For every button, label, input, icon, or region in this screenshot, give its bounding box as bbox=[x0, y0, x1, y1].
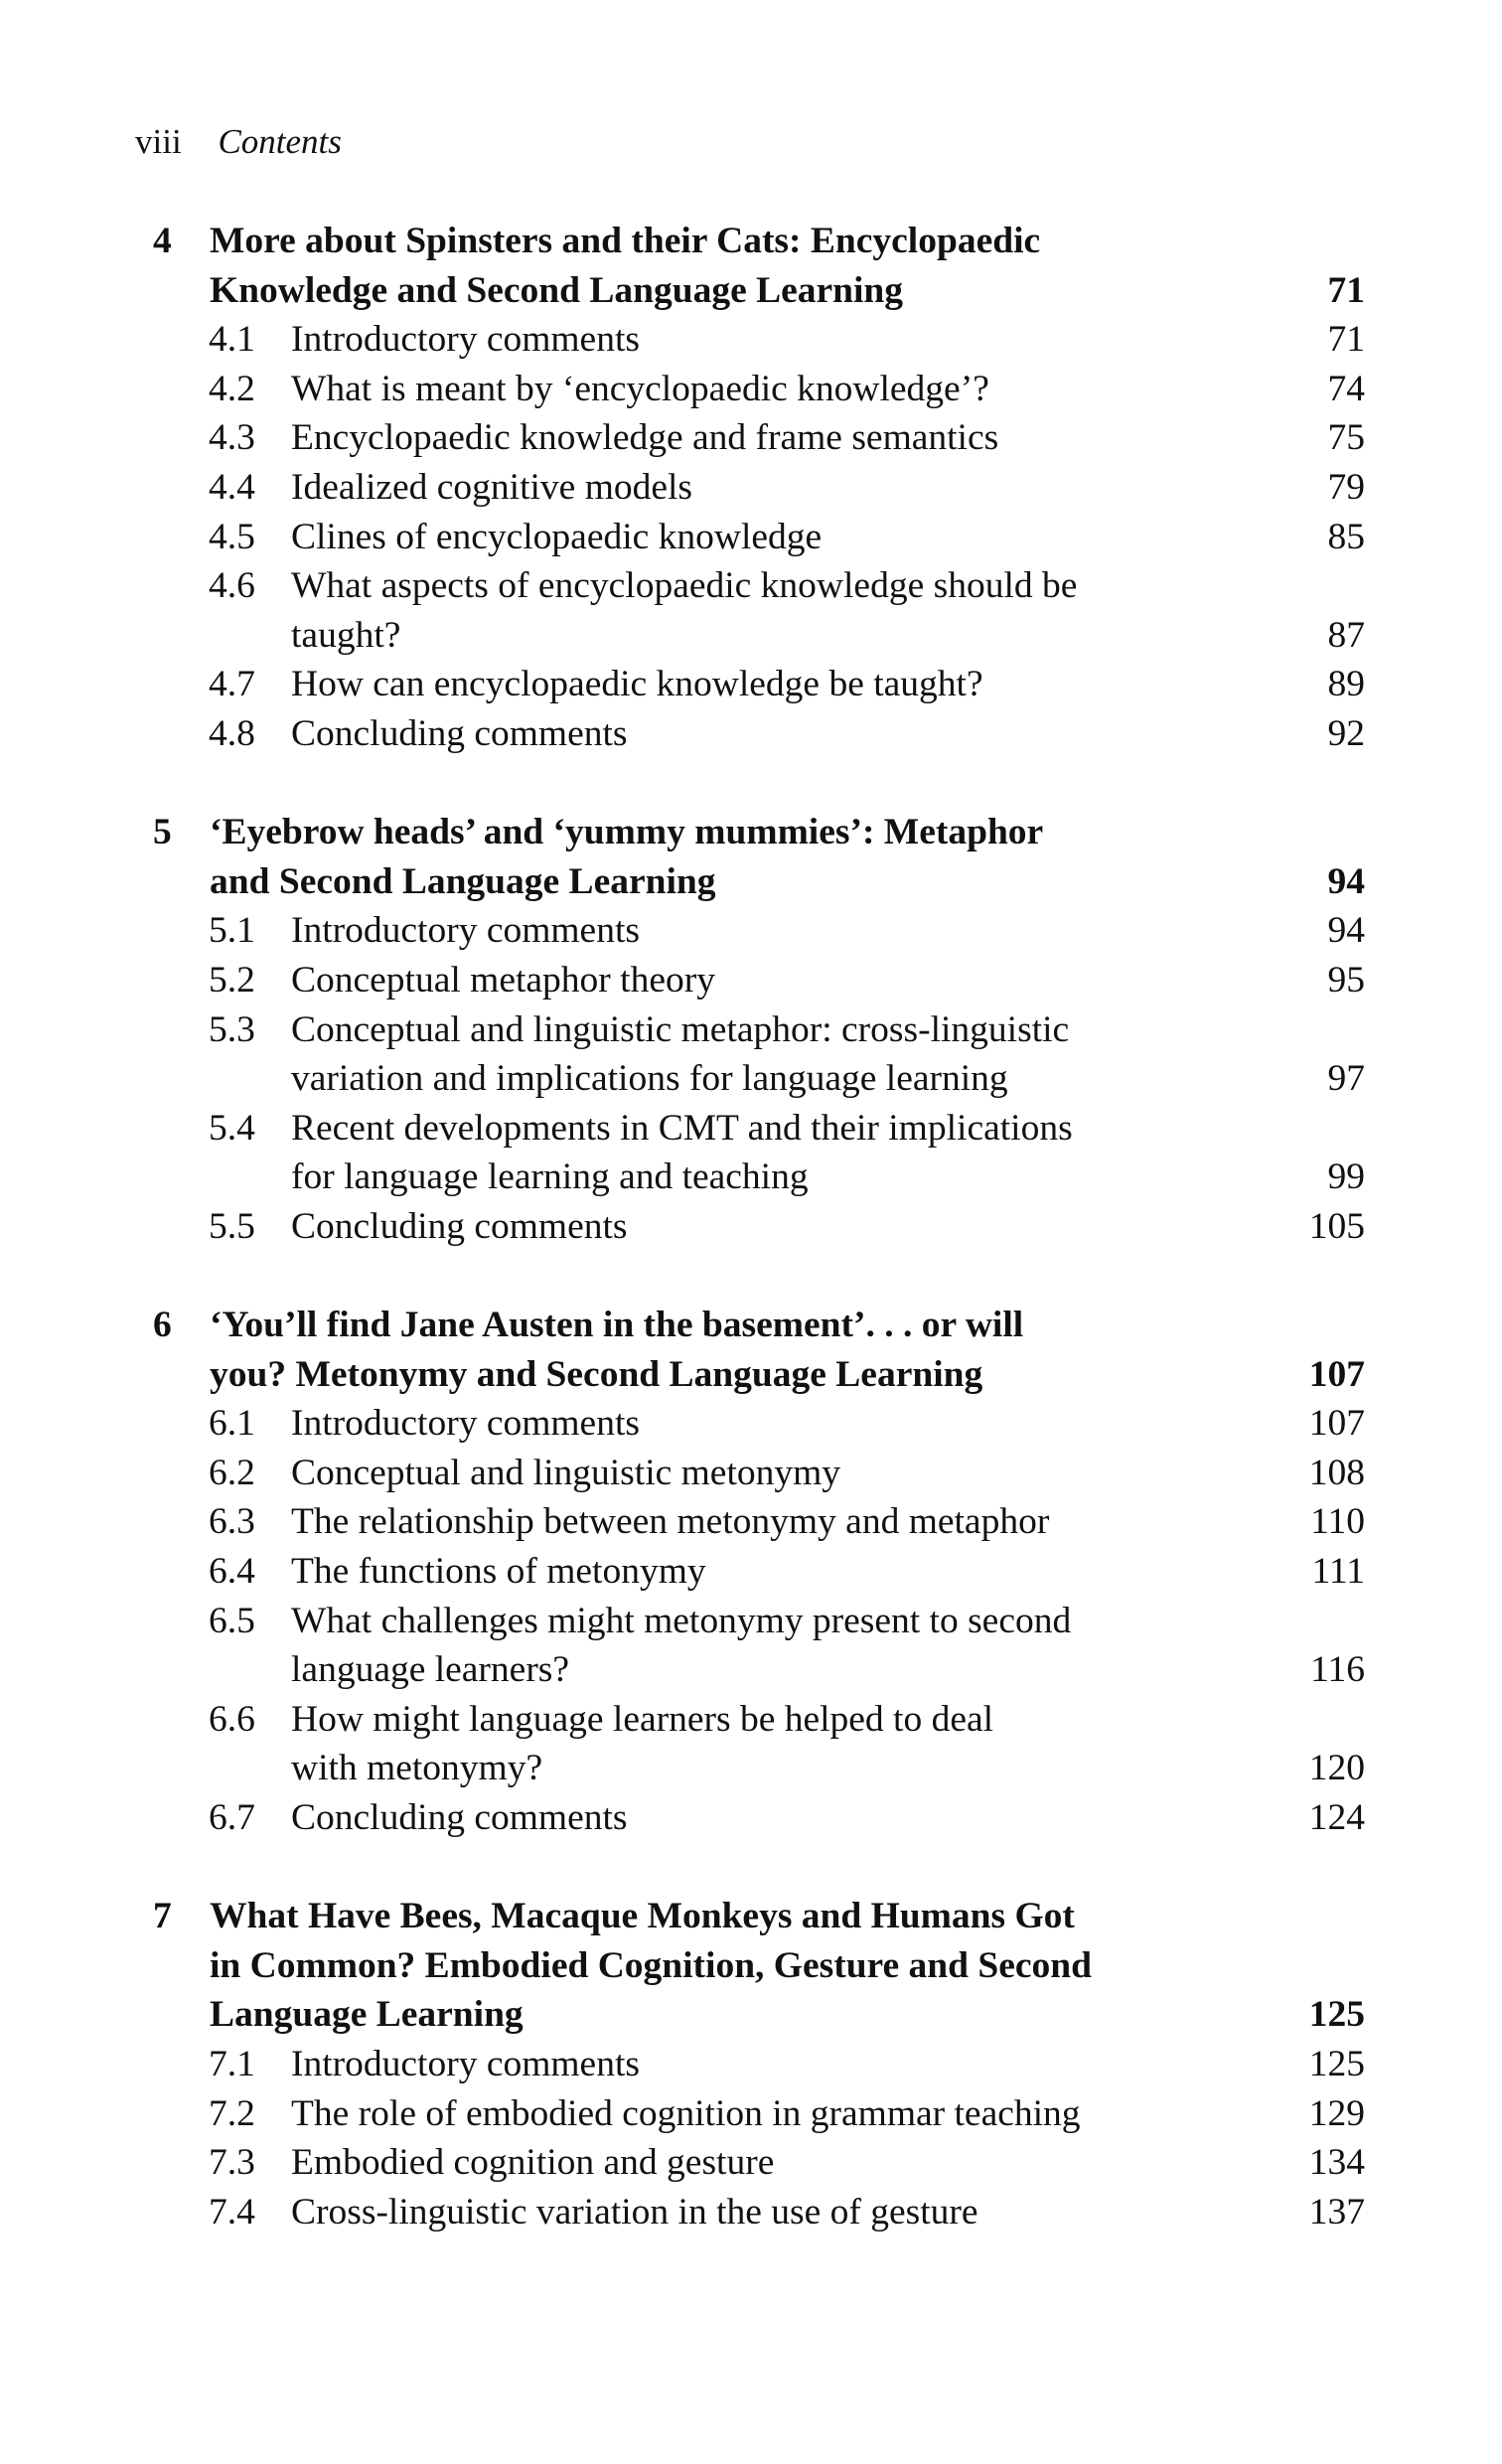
section-page-number: 120 bbox=[1308, 1748, 1365, 1789]
section-number: 5.2 bbox=[209, 959, 255, 1001]
chapter-title: ‘You’ll find Jane Austen in the basement’. . . or will bbox=[210, 1305, 1024, 1346]
section-number: 4.3 bbox=[209, 417, 255, 459]
section-page-number: 87 bbox=[1327, 614, 1365, 656]
section-number: 6.2 bbox=[209, 1452, 255, 1493]
toc-entry bbox=[0, 709, 1502, 759]
section-number: 6.1 bbox=[209, 1403, 255, 1445]
chapter-number: 7 bbox=[153, 1896, 172, 1937]
section-title: Idealized cognitive models bbox=[291, 466, 693, 508]
toc-chapter bbox=[0, 1892, 1502, 2236]
section-title: Concluding comments bbox=[291, 1797, 628, 1838]
section-page-number: 97 bbox=[1327, 1058, 1365, 1100]
table-of-contents bbox=[0, 217, 1502, 2236]
chapter-heading-line bbox=[0, 1990, 1502, 2040]
toc-entry bbox=[0, 513, 1502, 562]
section-title: Conceptual and linguistic metonymy bbox=[291, 1452, 841, 1493]
section-page-number: 125 bbox=[1308, 2043, 1365, 2084]
section-page-number: 99 bbox=[1327, 1156, 1365, 1198]
section-page-number: 79 bbox=[1327, 466, 1365, 508]
section-title: Embodied cognition and gesture bbox=[291, 2142, 775, 2184]
section-number: 4.7 bbox=[209, 664, 255, 705]
chapter-number: 4 bbox=[153, 221, 172, 261]
toc-entry bbox=[0, 2188, 1502, 2237]
section-number: 5.3 bbox=[209, 1008, 255, 1050]
running-title: Contents bbox=[218, 122, 342, 161]
toc-entry bbox=[0, 1202, 1502, 1252]
toc-entry bbox=[0, 1645, 1502, 1695]
toc-entry bbox=[0, 2138, 1502, 2188]
toc-chapter bbox=[0, 1301, 1502, 1843]
section-title: Introductory comments bbox=[291, 319, 640, 361]
toc-entry bbox=[0, 1547, 1502, 1597]
chapter-heading-line bbox=[0, 217, 1502, 266]
toc-entry bbox=[0, 1449, 1502, 1498]
section-page-number: 107 bbox=[1308, 1403, 1365, 1445]
section-number: 6.3 bbox=[209, 1501, 255, 1543]
chapter-number: 6 bbox=[153, 1305, 172, 1346]
chapter-heading-line bbox=[0, 266, 1502, 316]
section-page-number: 75 bbox=[1327, 417, 1365, 459]
section-number: 5.5 bbox=[209, 1205, 255, 1247]
chapter-spacer bbox=[0, 1843, 1502, 1893]
toc-entry bbox=[0, 956, 1502, 1005]
section-title: for language learning and teaching bbox=[291, 1156, 809, 1198]
section-number: 6.6 bbox=[209, 1698, 255, 1740]
chapter-title: you? Metonymy and Second Language Learning bbox=[210, 1353, 983, 1395]
toc-entry bbox=[0, 463, 1502, 513]
toc-entry bbox=[0, 365, 1502, 414]
section-number: 4.8 bbox=[209, 712, 255, 754]
section-title: with metonymy? bbox=[291, 1748, 543, 1789]
toc-entry bbox=[0, 906, 1502, 956]
section-number: 6.7 bbox=[209, 1797, 255, 1838]
section-page-number: 111 bbox=[1311, 1551, 1365, 1593]
page-folio: viii bbox=[135, 122, 182, 161]
toc-entry bbox=[0, 1399, 1502, 1449]
running-head bbox=[135, 117, 342, 167]
toc-entry bbox=[0, 1054, 1502, 1104]
section-number: 5.4 bbox=[209, 1107, 255, 1149]
section-number: 5.1 bbox=[209, 910, 255, 952]
section-page-number: 74 bbox=[1327, 368, 1365, 409]
section-title: The functions of metonymy bbox=[291, 1551, 706, 1593]
section-title: Introductory comments bbox=[291, 910, 640, 952]
chapter-heading-line bbox=[0, 1941, 1502, 1991]
chapter-heading-line bbox=[0, 1301, 1502, 1350]
chapter-title: Knowledge and Second Language Learning bbox=[210, 269, 904, 311]
section-title: taught? bbox=[291, 614, 401, 656]
section-number: 4.1 bbox=[209, 319, 255, 361]
section-page-number: 110 bbox=[1310, 1501, 1365, 1543]
section-title: Introductory comments bbox=[291, 2043, 640, 2084]
toc-entry bbox=[0, 1793, 1502, 1843]
section-title: The role of embodied cognition in grammar teaching bbox=[291, 2092, 1081, 2134]
section-page-number: 89 bbox=[1327, 664, 1365, 705]
chapter-heading-line bbox=[0, 857, 1502, 907]
section-title: Recent developments in CMT and their implications bbox=[291, 1107, 1073, 1149]
toc-entry bbox=[0, 1744, 1502, 1793]
section-number: 7.2 bbox=[209, 2092, 255, 2134]
section-title: Cross-linguistic variation in the use of gesture bbox=[291, 2191, 978, 2233]
toc-chapter bbox=[0, 808, 1502, 1251]
section-title: How can encyclopaedic knowledge be taught? bbox=[291, 664, 983, 705]
chapter-spacer bbox=[0, 1251, 1502, 1301]
toc-entry bbox=[0, 660, 1502, 709]
section-title: What challenges might metonymy present to second bbox=[291, 1600, 1072, 1641]
section-page-number: 116 bbox=[1310, 1649, 1365, 1691]
chapter-title: in Common? Embodied Cognition, Gesture and Second bbox=[210, 1944, 1092, 1986]
section-page-number: 71 bbox=[1327, 319, 1365, 361]
section-title: Encyclopaedic knowledge and frame semantics bbox=[291, 417, 999, 459]
section-page-number: 134 bbox=[1308, 2142, 1365, 2184]
toc-entry bbox=[0, 1104, 1502, 1154]
section-page-number: 108 bbox=[1308, 1452, 1365, 1493]
toc-entry bbox=[0, 1153, 1502, 1202]
chapter-title: and Second Language Learning bbox=[210, 860, 716, 902]
chapter-title: Language Learning bbox=[210, 1994, 524, 2036]
chapter-page-number: 94 bbox=[1327, 860, 1365, 902]
section-title: Introductory comments bbox=[291, 1403, 640, 1445]
toc-entry bbox=[0, 413, 1502, 463]
chapter-number: 5 bbox=[153, 812, 172, 853]
section-number: 6.5 bbox=[209, 1600, 255, 1641]
section-number: 6.4 bbox=[209, 1551, 255, 1593]
section-number: 4.2 bbox=[209, 368, 255, 409]
section-number: 4.6 bbox=[209, 565, 255, 607]
section-title: language learners? bbox=[291, 1649, 570, 1691]
toc-entry bbox=[0, 1005, 1502, 1055]
toc-entry bbox=[0, 1695, 1502, 1745]
section-number: 7.4 bbox=[209, 2191, 255, 2233]
section-number: 7.3 bbox=[209, 2142, 255, 2184]
toc-entry bbox=[0, 315, 1502, 365]
section-title: Concluding comments bbox=[291, 1205, 628, 1247]
chapter-page-number: 71 bbox=[1327, 269, 1365, 311]
chapter-spacer bbox=[0, 759, 1502, 809]
chapter-title: More about Spinsters and their Cats: Encyclopaedic bbox=[210, 221, 1041, 261]
section-page-number: 124 bbox=[1308, 1797, 1365, 1838]
toc-entry bbox=[0, 2089, 1502, 2139]
toc-entry bbox=[0, 2040, 1502, 2089]
chapter-heading-line bbox=[0, 1350, 1502, 1400]
toc-entry bbox=[0, 611, 1502, 661]
chapter-page-number: 107 bbox=[1308, 1353, 1365, 1395]
section-title: What is meant by ‘encyclopaedic knowledge’? bbox=[291, 368, 989, 409]
section-page-number: 94 bbox=[1327, 910, 1365, 952]
section-title: Conceptual metaphor theory bbox=[291, 959, 715, 1001]
section-title: What aspects of encyclopaedic knowledge should be bbox=[291, 565, 1078, 607]
toc-chapter bbox=[0, 217, 1502, 759]
toc-entry bbox=[0, 561, 1502, 611]
toc-entry bbox=[0, 1497, 1502, 1547]
section-page-number: 95 bbox=[1327, 959, 1365, 1001]
chapter-page-number: 125 bbox=[1308, 1994, 1365, 2036]
section-title: Concluding comments bbox=[291, 712, 628, 754]
section-title: The relationship between metonymy and metaphor bbox=[291, 1501, 1050, 1543]
section-title: Conceptual and linguistic metaphor: cross-linguistic bbox=[291, 1008, 1070, 1050]
section-page-number: 137 bbox=[1308, 2191, 1365, 2233]
section-number: 4.4 bbox=[209, 466, 255, 508]
section-page-number: 85 bbox=[1327, 516, 1365, 557]
chapter-heading-line bbox=[0, 1892, 1502, 1941]
chapter-title: What Have Bees, Macaque Monkeys and Humans Got bbox=[210, 1896, 1075, 1937]
section-title: How might language learners be helped to deal bbox=[291, 1698, 994, 1740]
section-number: 7.1 bbox=[209, 2043, 255, 2084]
section-page-number: 129 bbox=[1308, 2092, 1365, 2134]
section-page-number: 105 bbox=[1308, 1205, 1365, 1247]
toc-entry bbox=[0, 1597, 1502, 1646]
chapter-title: ‘Eyebrow heads’ and ‘yummy mummies’: Metaphor bbox=[210, 812, 1044, 853]
chapter-heading-line bbox=[0, 808, 1502, 857]
section-page-number: 92 bbox=[1327, 712, 1365, 754]
section-title: variation and implications for language learning bbox=[291, 1058, 1008, 1100]
section-number: 4.5 bbox=[209, 516, 255, 557]
section-title: Clines of encyclopaedic knowledge bbox=[291, 516, 823, 557]
